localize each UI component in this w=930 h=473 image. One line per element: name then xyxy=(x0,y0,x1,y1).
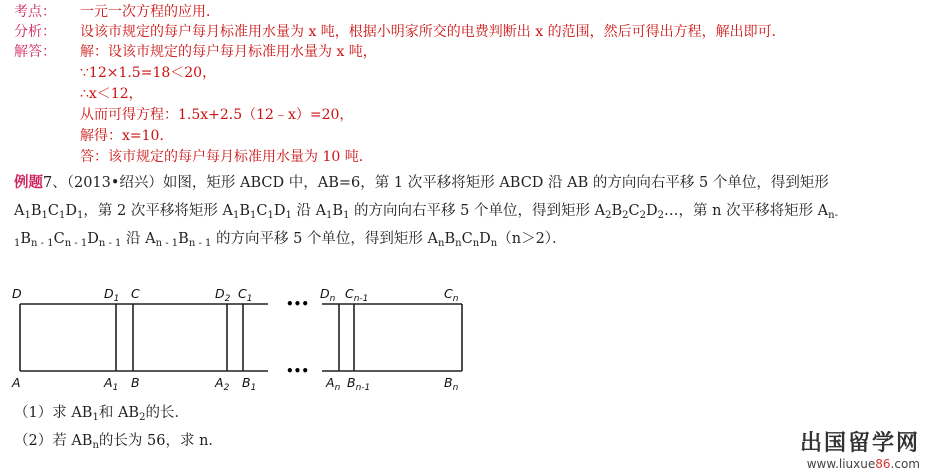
jieda-line-5: 答：该市规定的每户每月标准用水量为 10 吨． xyxy=(80,149,373,165)
label-C1: $C_1$ xyxy=(238,286,253,304)
ellipsis-bottom: ••• xyxy=(286,364,310,378)
label-Cn-1: $C_{n-1}$ xyxy=(345,286,369,304)
label-B: B xyxy=(131,375,140,390)
jieda-line-2: ∴x＜12， xyxy=(80,86,143,102)
rectangle-translation-figure xyxy=(0,282,480,397)
label-D: D xyxy=(12,286,22,301)
label-Dn: $D_n$ xyxy=(320,286,336,304)
jieda-label: 解答： xyxy=(14,44,56,60)
label-A: A xyxy=(12,375,21,390)
label-D1: $D_1$ xyxy=(104,286,120,304)
label-A1: $A_1$ xyxy=(104,375,119,393)
question-2: （2）若 $AB_n$的长为 56，求 n． xyxy=(14,433,223,451)
question-1: （1）求 $AB_1$和 $AB_2$的长． xyxy=(14,405,189,423)
label-An: $A_n$ xyxy=(326,375,341,393)
example-label: 例题 xyxy=(14,175,43,191)
ellipsis-top: ••• xyxy=(286,297,310,311)
example-line-3: $_1B_{n - 1}C_{n - 1}D_{n - 1}$ 沿 $A_{n - 1}B_{n - 1}$ 的方向平移 5 个单位，得到矩形 $A_nB_nC_nD_n(n>2)$． xyxy=(14,231,567,249)
jieda-line-0: 解：设该市规定的每户每月标准用水量为 x 吨， xyxy=(80,44,377,60)
label-Bn-1: $B_{n-1}$ xyxy=(347,375,371,393)
jieda-line-1: ∵12×1.5=18＜20， xyxy=(80,65,217,81)
label-Cn: $C_n$ xyxy=(444,286,459,304)
watermark-title: 出国留学网 xyxy=(799,431,920,456)
example-line-1-text: 7、（2013•绍兴）如图，矩形 ABCD 中，AB=6，第 1 次平移将矩形 ABCD 沿 AB 的方向向右平移 5 个单位，得到矩形 xyxy=(43,175,829,191)
label-A2: $A_2$ xyxy=(215,375,230,393)
fenxi-text: 设该市规定的每户每月标准用水量为 x 吨，根据小明家所交的电费判断出 x 的范围，然后可得出方程，解出即可． xyxy=(80,24,786,40)
watermark-url: www.liuxue86.com xyxy=(806,457,920,471)
example-line-2: $A_1B_1C_1D_1$，第 2 次平移将矩形 $A_1B_1C_1D_1$ 沿 $A_1B_1$ 的方向向右平移 5 个单位，得到矩形 $A_2B_2C_2D_2\dots$，第 n 次平移将矩形 $A_{n-}$ xyxy=(14,203,838,221)
kaodian-text: 一元一次方程的应用． xyxy=(80,4,220,20)
label-D2: $D_2$ xyxy=(215,286,231,304)
label-B1: $B_1$ xyxy=(242,375,257,393)
jieda-line-4: 解得：x=10． xyxy=(80,128,174,144)
jieda-line-3: 从而可得方程：1.5x+2.5（12﹣x）=20， xyxy=(80,107,354,123)
site-watermark xyxy=(800,426,920,471)
kaodian-label: 考点： xyxy=(14,4,56,20)
label-Bn: $B_n$ xyxy=(444,375,459,393)
example-line-1 xyxy=(14,170,829,196)
fenxi-label: 分析： xyxy=(14,24,56,40)
label-C: C xyxy=(131,286,140,301)
